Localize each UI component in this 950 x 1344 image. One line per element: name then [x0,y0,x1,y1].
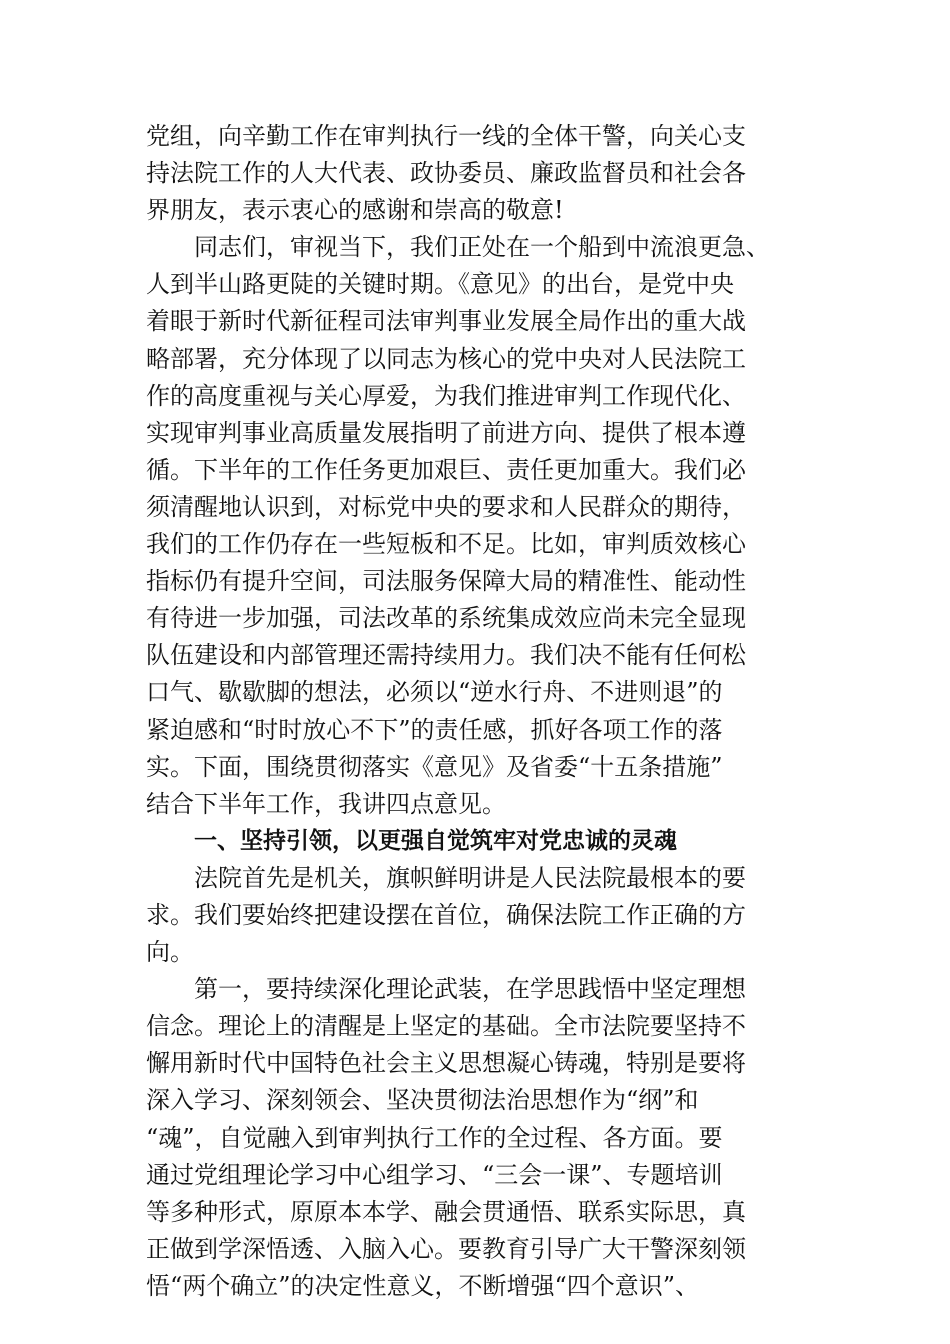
document-page [146,118,816,1305]
text-line: 实现审判事业高质量发展指明了前进方向、提供了根本遵 [146,418,746,447]
text-line: 我们的工作仍存在一些短板和不足。比如，审判质效核心 [146,530,746,559]
paragraph-4 [146,971,816,1305]
text-line: 界朋友，表示衷心的感谢和崇高的敬意! [146,196,564,225]
text-line: 循。下半年的工作任务更加艰巨、责任更加重大。我们必 [146,455,746,484]
text-line: 略部署，充分体现了以同志为核心的党中央对人民法院工 [146,344,746,373]
text-line: 正做到学深悟透、入脑入心。要教育引导广大干警深刻领 [146,1234,746,1263]
paragraph-1 [146,118,816,229]
text-line: 同志们，审视当下，我们正处在一个船到中流浪更急、 [146,233,770,262]
text-line: 懈用新时代中国特色社会主义思想凝心铸魂，特别是要将 [146,1049,746,1078]
text-line: 向。 [146,938,194,967]
text-line: 深入学习、深刻领会、坚决贯彻法治思想作为“纲”和 [146,1086,699,1115]
text-line: 法院首先是机关，旗帜鲜明讲是人民法院最根本的要 [146,863,746,892]
section-heading: 一、坚持引领，以更强自觉筑牢对党忠诚的灵魂 [194,827,677,854]
text-line: 队伍建设和内部管理还需持续用力。我们决不能有任何松 [146,641,746,670]
text-line: 口气、歇歇脚的想法，必须以“逆水行舟、不进则退”的 [146,678,723,707]
text-line: 等多种形式，原原本本学、融会贯通悟、联系实际思，真 [146,1197,746,1226]
text-line: 第一，要持续深化理论武装，在学思践悟中坚定理想 [146,975,746,1004]
text-line: 有待进一步加强，司法改革的系统集成效应尚未完全显现 [146,604,746,633]
text-line: 指标仍有提升空间，司法服务保障大局的精准性、能动性 [146,567,746,596]
text-line: 紧迫感和“时时放心不下”的责任感，抓好各项工作的落 [146,715,723,744]
text-line: 作的高度重视与关心厚爱，为我们推进审判工作现代化、 [146,381,746,410]
text-line: 实。下面，围绕贯彻落实《意见》及省委“十五条措施” [146,752,723,781]
text-line: 通过党组理论学习中心组学习、“三会一课”、专题培训 [146,1160,723,1189]
text-line: 须清醒地认识到，对标党中央的要求和人民群众的期待， [146,492,746,521]
text-line: 党组，向辛勤工作在审判执行一线的全体干警，向关心支 [146,122,746,150]
paragraph-2 [146,229,816,823]
text-line: 悟“两个确立”的决定性意义，不断增强“四个意识”、 [146,1271,700,1300]
text-line: 着眼于新时代新征程司法审判事业发展全局作出的重大战 [146,307,746,336]
text-line: “魂”，自觉融入到审判执行工作的全过程、各方面。要 [146,1123,723,1152]
text-line: 求。我们要始终把建设摆在首位，确保法院工作正确的方 [146,900,746,929]
paragraph-3 [146,860,816,971]
text-line: 结合下半年工作，我讲四点意见。 [146,789,506,818]
text-line: 持法院工作的人大代表、政协委员、廉政监督员和社会各 [146,159,746,188]
text-line: 人到半山路更陡的关键时期。《意见》的出台，是党中央 [146,270,734,299]
text-line: 信念。理论上的清醒是上坚定的基础。全市法院要坚持不 [146,1012,746,1041]
